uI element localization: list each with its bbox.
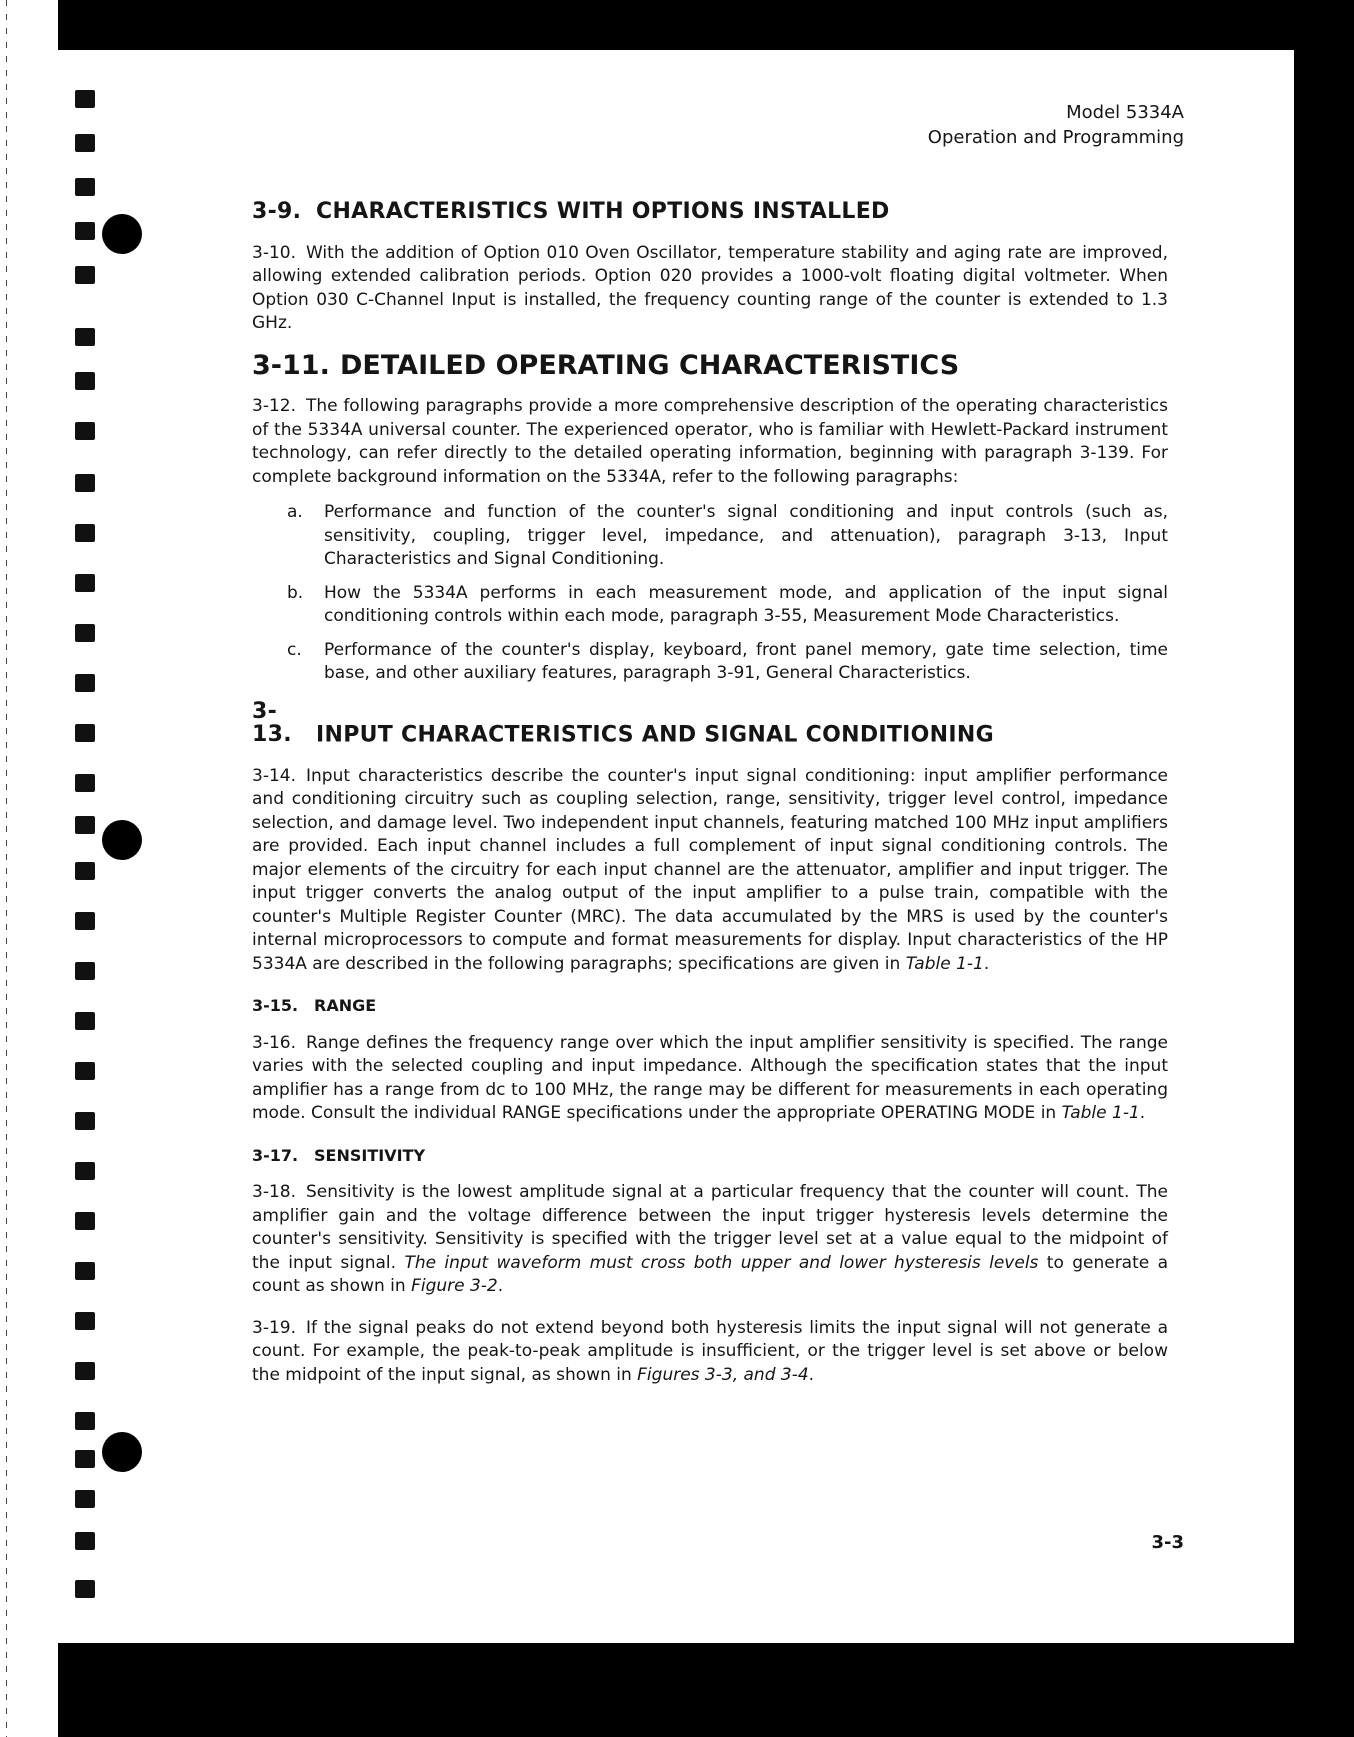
list-item	[252, 501, 1168, 572]
binding-mark	[75, 674, 95, 692]
binding-mark	[75, 266, 95, 284]
binding-mark	[75, 962, 95, 980]
binding-mark	[75, 774, 95, 792]
paragraph-text: The following paragraphs provide a more comprehensive description of the operating characteristics of the 5334A universal counter. The experienced operator, who is familiar with Hewlett-Packard instrument technology, can refer directly to the detailed operating information, beginning with paragraph 3-139. For complete background information on the 5334A, refer to the following paragraphs:	[252, 396, 1168, 487]
reference-list	[252, 501, 1168, 686]
binding-mark	[75, 422, 95, 440]
list-item-text: Performance and function of the counter's signal conditioning and input controls (such as, sensitivity, coupling, trigger level, impedance, and attenuation), paragraph 3-13, Input Characteristics and Signal Conditioning.	[324, 502, 1168, 569]
paragraph	[252, 1181, 1168, 1299]
binding-mark	[75, 1532, 95, 1550]
subsection-number: 3-17.	[252, 1145, 299, 1165]
scan-left-margin	[0, 0, 58, 1737]
punch-hole	[102, 820, 142, 860]
section-heading	[252, 200, 1168, 224]
binding-mark	[75, 574, 95, 592]
paragraph-text: With the addition of Option 010 Oven Oscillator, temperature stability and aging rate are improved, allowing extended calibration periods. Option 020 provides a 1000-volt floating digital voltmeter. When Option 030 C-Channel Input is installed, the frequency counting range of the counter is extended to 1.3 GHz.	[252, 242, 1168, 333]
binding-mark	[75, 1312, 95, 1330]
binding-mark	[75, 1262, 95, 1280]
list-item	[252, 582, 1168, 629]
list-item-text: Performance of the counter's display, keyboard, front panel memory, gate time selection, time base, and other auxiliary features, paragraph 3-91, General Characteristics.	[324, 639, 1168, 683]
paragraph-number: 3-12.	[252, 396, 296, 416]
binding-mark	[75, 1580, 95, 1598]
list-marker: a.	[287, 502, 303, 522]
paragraph-end: .	[1139, 1103, 1146, 1123]
figure-reference: Figure 3-2	[411, 1276, 498, 1296]
paragraph-text: Sensitivity is the lowest amplitude signal at a particular frequency that the counter will count. The amplifier gain and the voltage difference between the input trigger hysteresis levels determine the counter's sensitivity. Sensitivity is specified with the trigger level set at a value equal to the midpoint of the input signal.	[252, 1182, 1168, 1273]
emphasis-text: The input waveform must cross both upper and lower hysteresis levels	[404, 1252, 1039, 1273]
binding-mark	[75, 1412, 95, 1430]
binding-mark	[75, 1490, 95, 1508]
paragraph-end: .	[497, 1276, 504, 1296]
list-marker: c.	[287, 639, 302, 660]
binding-mark	[75, 1212, 95, 1230]
binding-mark	[75, 816, 95, 834]
binding-mark	[75, 1062, 95, 1080]
binding-mark	[75, 1450, 95, 1468]
punch-hole	[102, 1432, 142, 1472]
page-header	[928, 100, 1184, 150]
page-number: 3-3	[1151, 1532, 1184, 1553]
binding-mark	[75, 624, 95, 642]
binding-mark	[75, 862, 95, 880]
subsection-number: 3-15.	[252, 996, 299, 1015]
section-number: 3-13.	[252, 698, 292, 747]
section-title: DETAILED OPERATING CHARACTERISTICS	[340, 349, 960, 381]
section-number: 3-9.	[252, 199, 302, 224]
paragraph-end: .	[808, 1364, 815, 1385]
paragraph	[252, 1317, 1168, 1388]
table-reference: Table 1-1	[905, 953, 984, 974]
punch-hole	[102, 214, 142, 254]
document-page	[58, 50, 1294, 1643]
header-section: Operation and Programming	[927, 127, 1184, 148]
section-heading	[252, 700, 1168, 747]
paragraph-number: 3-19.	[252, 1317, 296, 1338]
figure-reference: Figures 3-3, and 3-4	[637, 1364, 809, 1385]
paragraph-number: 3-18.	[252, 1182, 296, 1202]
list-item-text: How the 5334A performs in each measurement mode, and application of the input signal conditioning controls within each mode, paragraph 3-55, Measurement Mode Characteristics.	[324, 582, 1168, 626]
binding-mark	[75, 178, 95, 196]
paragraph-number: 3-10.	[252, 242, 296, 263]
list-marker: b.	[287, 582, 304, 603]
binding-mark	[75, 474, 95, 492]
subsection-heading	[252, 1144, 1168, 1168]
binding-mark	[75, 1012, 95, 1030]
binding-mark	[75, 724, 95, 742]
binding-mark	[75, 328, 95, 346]
binding-mark	[75, 372, 95, 390]
section-number: 3-11.	[252, 349, 330, 381]
page-body	[252, 200, 1168, 1405]
paragraph-text: If the signal peaks do not extend beyond both hysteresis limits the input signal will not generate a count. For example, the peak-to-peak amplitude is insufficient, or the trigger level is set above or below the midpoint of the input signal, as shown in	[252, 1317, 1168, 1385]
binding-mark	[75, 524, 95, 542]
paragraph	[252, 1032, 1168, 1126]
header-model: Model 5334A	[1066, 102, 1184, 123]
binding-mark	[75, 134, 95, 152]
paragraph-end: .	[983, 953, 990, 974]
paragraph	[252, 242, 1168, 336]
subsection-title: RANGE	[314, 996, 377, 1015]
section-title: CHARACTERISTICS WITH OPTIONS INSTALLED	[316, 199, 890, 224]
binding-mark	[75, 1362, 95, 1380]
binding-mark	[75, 1162, 95, 1180]
subsection-heading	[252, 994, 1168, 1018]
binding-mark	[75, 912, 95, 930]
binding-mark	[75, 1112, 95, 1130]
subsection-title: SENSITIVITY	[314, 1145, 426, 1165]
paragraph-number: 3-14.	[252, 765, 296, 786]
paragraph	[252, 765, 1168, 977]
section-title: INPUT CHARACTERISTICS AND SIGNAL CONDITIONING	[316, 722, 994, 747]
paragraph-text: Range defines the frequency range over which the input amplifier sensitivity is specified. The range varies with the selected coupling and input impedance. Although the specification states that the input amplifier has a range from dc to 100 MHz, the range may be different for measurements in each operating mode. Consult the individual RANGE specifications under the appropriate OPERATING MODE in	[252, 1032, 1168, 1123]
table-reference: Table 1-1	[1061, 1103, 1140, 1123]
binding-mark	[75, 90, 95, 108]
paragraph-number: 3-16.	[252, 1032, 296, 1053]
binding-mark	[75, 222, 95, 240]
list-item	[252, 639, 1168, 686]
paragraph-text: Input characteristics describe the counter's input signal conditioning: input amplifier performance and conditioning circuitry such as coupling selection, range, sensitivity, trigger level control, impedance selection, and damage level. Two independent input channels, featuring matched 100 MHz input amplifiers are provided. Each input channel includes a full complement of input signal conditioning controls. The major elements of the circuitry for each input channel are the attenuator, amplifier and input trigger. The input trigger converts the analog output of the input amplifier to a pulse train, compatible with the counter's Multiple Register Counter (MRC). The data accumulated by the MRS is used by the counter's internal microprocessors to compute and format measurements for display. Input characteristics of the HP 5334A are described in the following paragraphs; specifications are given in	[252, 765, 1168, 974]
section-heading	[252, 349, 1168, 381]
paragraph	[252, 395, 1168, 489]
paragraph-text: to generate a count as shown in	[252, 1252, 1169, 1296]
